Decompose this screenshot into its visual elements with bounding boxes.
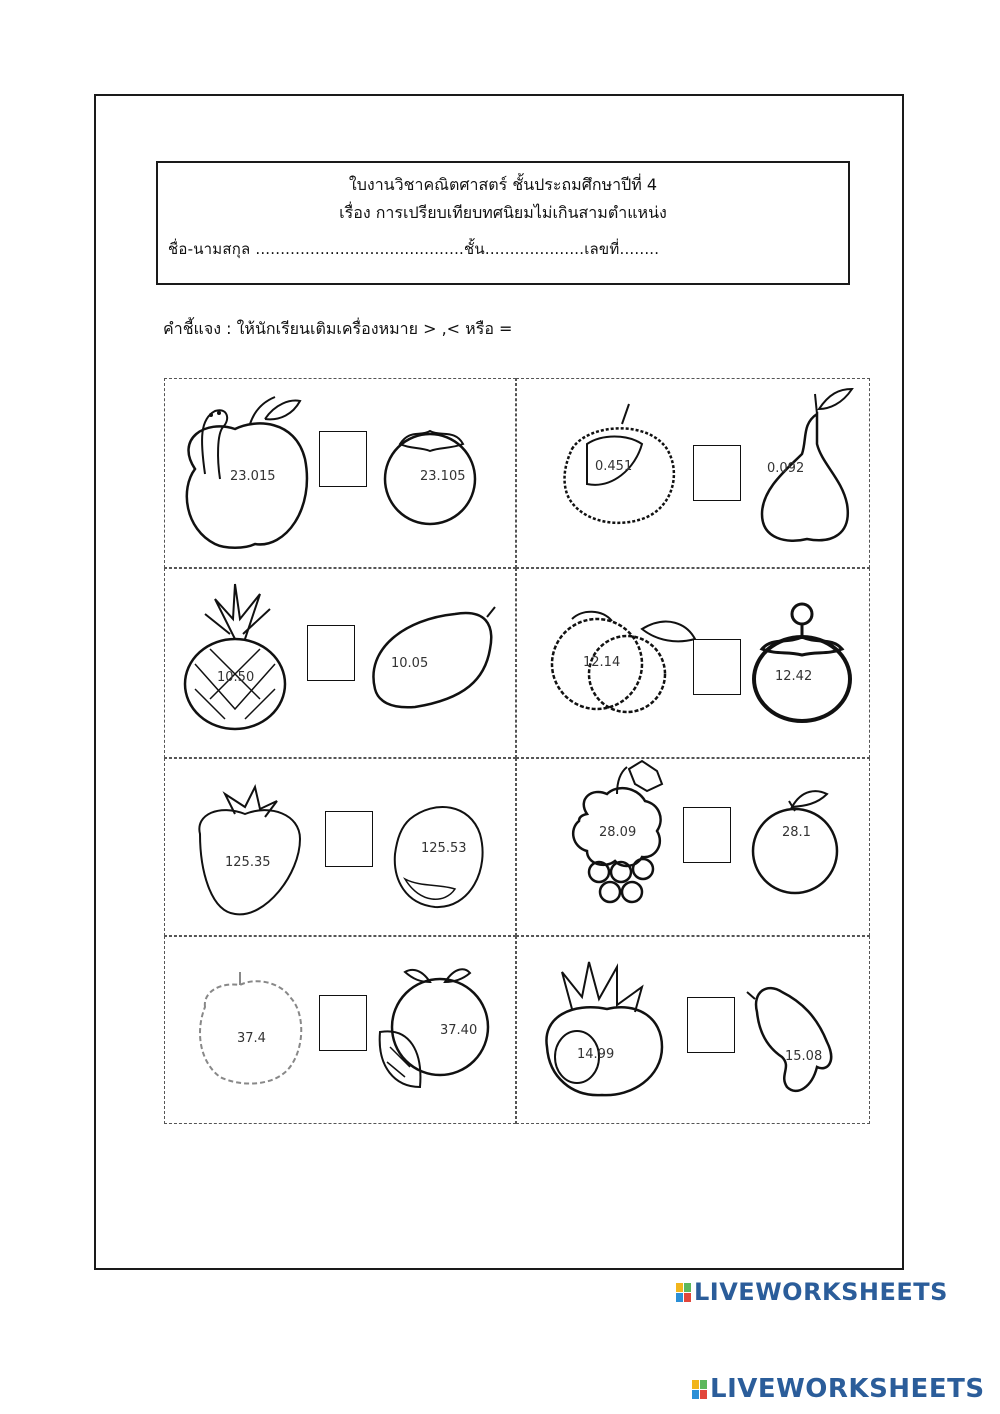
liveworksheets-mark-icon — [676, 1283, 692, 1303]
answer-box-7[interactable] — [319, 995, 367, 1051]
exercise-item-5 — [164, 758, 516, 936]
exercise-item-6 — [516, 758, 870, 936]
left-value: 37.4 — [237, 1031, 266, 1046]
left-value: 10.50 — [217, 670, 255, 685]
left-value: 0.451 — [595, 459, 633, 474]
answer-box-4[interactable] — [693, 639, 741, 695]
left-value: 23.015 — [230, 469, 276, 484]
answer-box-6[interactable] — [683, 807, 731, 863]
liveworksheets-logo-top: LIVEWORKSHEETS — [676, 1278, 948, 1306]
exercise-item-4 — [516, 568, 870, 758]
right-value: 10.05 — [391, 656, 429, 671]
right-value: 23.105 — [420, 469, 466, 484]
right-value: 15.08 — [785, 1049, 823, 1064]
answer-box-8[interactable] — [687, 997, 735, 1053]
left-value: 28.09 — [599, 825, 637, 840]
instruction-text: คำชี้แจง : ให้นักเรียนเติมเครื่องหมาย > ,< หรือ = — [163, 319, 513, 338]
right-value: 37.40 — [440, 1023, 478, 1038]
exercise-item-7 — [164, 936, 516, 1124]
answer-box-1[interactable] — [319, 431, 367, 487]
exercise-item-1 — [164, 378, 516, 568]
worksheet-title: ใบงานวิชาคณิตศาสตร์ ชั้นประถมศึกษาปีที่ 4 — [348, 175, 658, 194]
answer-box-3[interactable] — [307, 625, 355, 681]
right-value: 12.42 — [775, 669, 813, 684]
student-info-line: ชื่อ-นามสกุล ..........................................ชั้น....................เลขที่........ — [168, 240, 660, 258]
right-value: 125.53 — [421, 841, 467, 856]
worksheet-subject: เรื่อง การเปรียบเทียบทศนิยมไม่เกินสามตำแหน่ง — [339, 203, 667, 222]
exercise-item-2 — [516, 378, 870, 568]
left-value: 14.99 — [577, 1047, 615, 1062]
right-value: 0.092 — [767, 461, 805, 476]
left-value: 12.14 — [583, 655, 621, 670]
exercise-grid — [164, 378, 870, 1124]
answer-box-5[interactable] — [325, 811, 373, 867]
answer-box-2[interactable] — [693, 445, 741, 501]
right-value: 28.1 — [782, 825, 811, 840]
exercise-item-3 — [164, 568, 516, 758]
exercise-item-8 — [516, 936, 870, 1124]
liveworksheets-mark-icon — [692, 1380, 708, 1400]
liveworksheets-logo-bottom: LIVEWORKSHEETS — [692, 1374, 985, 1404]
left-value: 125.35 — [225, 855, 271, 870]
worksheet-header — [156, 161, 850, 285]
